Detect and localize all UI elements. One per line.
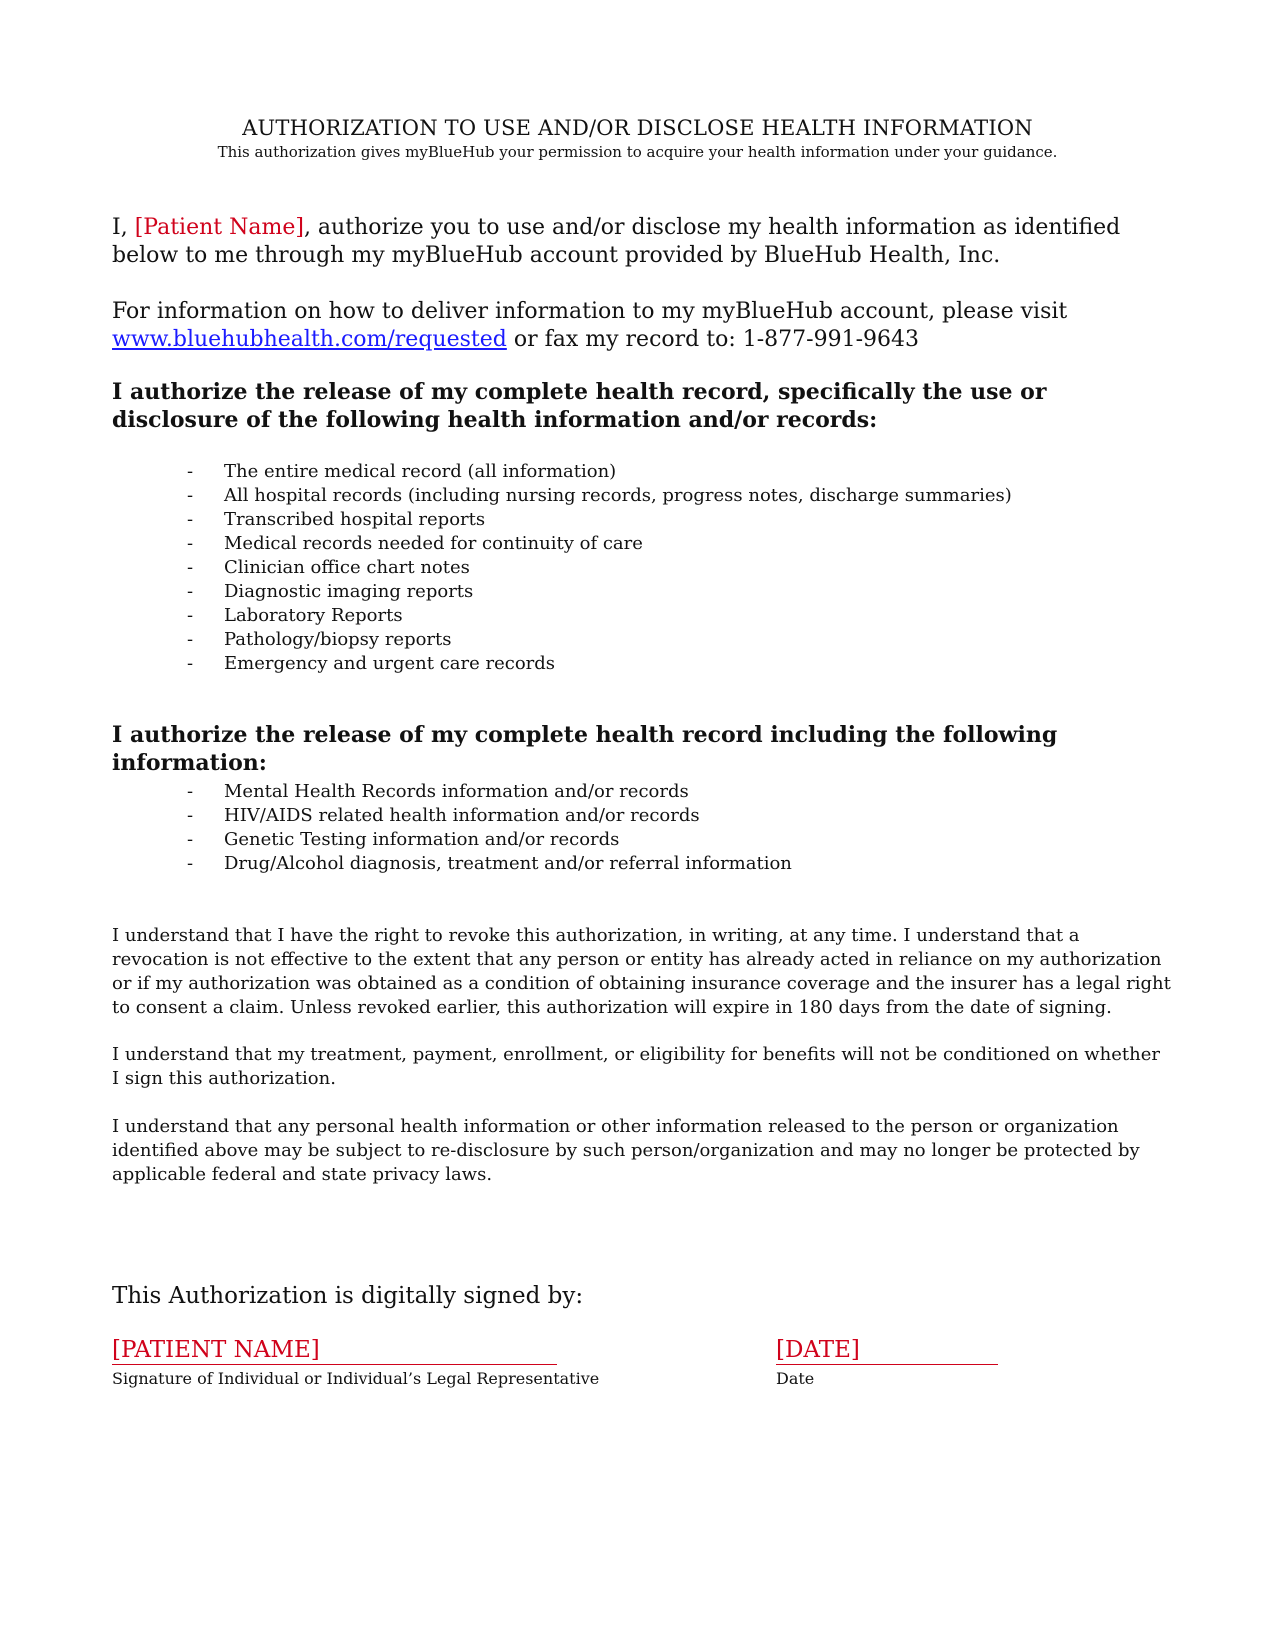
section2-heading: I authorize the release of my complete health record including the following information: (112, 722, 1058, 776)
list-bullet: - (187, 557, 194, 578)
list-item (0, 580, 1012, 604)
list-item-text: Drug/Alcohol diagnosis, treatment and/or referral information (224, 853, 792, 874)
list-bullet: - (187, 805, 194, 826)
list-item-text: Transcribed hospital reports (224, 509, 486, 530)
patient-name-placeholder: [Patient Name] (134, 215, 304, 240)
intro-text: , authorize you to use and/or disclose my health information as identified below to me through my myBlueHub account provided by BlueHub Health, Inc. (112, 215, 1121, 268)
list-item (0, 852, 792, 876)
list-item (0, 828, 792, 852)
section1-list (0, 460, 1012, 676)
list-bullet: - (187, 581, 194, 602)
list-bullet: - (187, 509, 194, 530)
list-bullet: - (187, 829, 194, 850)
list-item-text: Genetic Testing information and/or records (224, 829, 620, 850)
date-caption: Date (776, 1369, 815, 1388)
list-item (0, 652, 1012, 676)
list-bullet: - (187, 781, 194, 802)
list-bullet: - (187, 461, 194, 482)
list-item-text: Diagnostic imaging reports (224, 581, 474, 602)
list-item (0, 804, 792, 828)
list-item-text: Medical records needed for continuity of care (224, 533, 643, 554)
redisclosure-paragraph: I understand that any personal health information or other information released to the person or organization identified above may be subject to re-disclosure by such person/organization and may no longer be protected by applicable federal and state privacy laws. (112, 1116, 1140, 1185)
list-item-text: Clinician office chart notes (224, 557, 470, 578)
list-item-text: Mental Health Records information and/or records (224, 781, 689, 802)
list-bullet: - (187, 605, 194, 626)
delivery-text-before: For information on how to deliver information to my myBlueHub account, please visit (112, 299, 1068, 324)
list-item (0, 556, 1012, 580)
list-item (0, 628, 1012, 652)
list-item-text: HIV/AIDS related health information and/or records (224, 805, 700, 826)
patient-signature-block (112, 1336, 600, 1388)
list-item (0, 484, 1012, 508)
signed-by-label: This Authorization is digitally signed by: (112, 1283, 584, 1309)
list-item-text: Laboratory Reports (224, 605, 403, 626)
delivery-paragraph (112, 298, 1172, 354)
list-bullet: - (187, 653, 194, 674)
requested-link[interactable]: www.bluehubhealth.com/requested (112, 327, 507, 352)
list-bullet: - (187, 629, 194, 650)
signature-caption: Signature of Individual or Individual’s Legal Representative (112, 1369, 600, 1388)
date-signature-block (776, 1336, 998, 1388)
patient-name-signature-field[interactable]: [PATIENT NAME] (112, 1336, 557, 1365)
intro-prefix: I, (112, 215, 135, 240)
list-item (0, 460, 1012, 484)
list-item (0, 780, 792, 804)
conditioning-paragraph: I understand that my treatment, payment, enrollment, or eligibility for benefits will not be conditioned on whether I sign this authorization. (112, 1044, 1160, 1089)
delivery-text-after: or fax my record to: 1-877-991-9643 (506, 327, 919, 352)
list-bullet: - (187, 485, 194, 506)
document-subtitle: This authorization gives myBlueHub your permission to acquire your health information under your guidance. (217, 143, 1058, 161)
list-item-text: Emergency and urgent care records (224, 653, 556, 674)
list-item (0, 532, 1012, 556)
date-field[interactable]: [DATE] (776, 1336, 998, 1365)
list-item-text: Pathology/biopsy reports (224, 629, 452, 650)
list-item-text: All hospital records (including nursing records, progress notes, discharge summaries) (224, 485, 1012, 506)
list-bullet: - (187, 853, 194, 874)
document-title: AUTHORIZATION TO USE AND/OR DISCLOSE HEALTH INFORMATION (242, 116, 1033, 140)
revocation-paragraph: I understand that I have the right to revoke this authorization, in writing, at any time. I understand that a revocation is not effective to the extent that any person or entity has already acted in reliance on my authorization or if my authorization was obtained as a condition of obtaining insurance coverage and the insurer has a legal right to consent a claim. Unless revoked earlier, this authorization will expire in 180 days from the date of signing. (112, 925, 1171, 1018)
list-item (0, 508, 1012, 532)
section1-heading: I authorize the release of my complete health record, specifically the use or disclosure of the following health information and/or records: (112, 379, 1047, 433)
list-item (0, 604, 1012, 628)
list-bullet: - (187, 533, 194, 554)
section2-list (0, 780, 792, 876)
list-item-text: The entire medical record (all information) (224, 461, 617, 482)
intro-paragraph (112, 214, 1172, 270)
